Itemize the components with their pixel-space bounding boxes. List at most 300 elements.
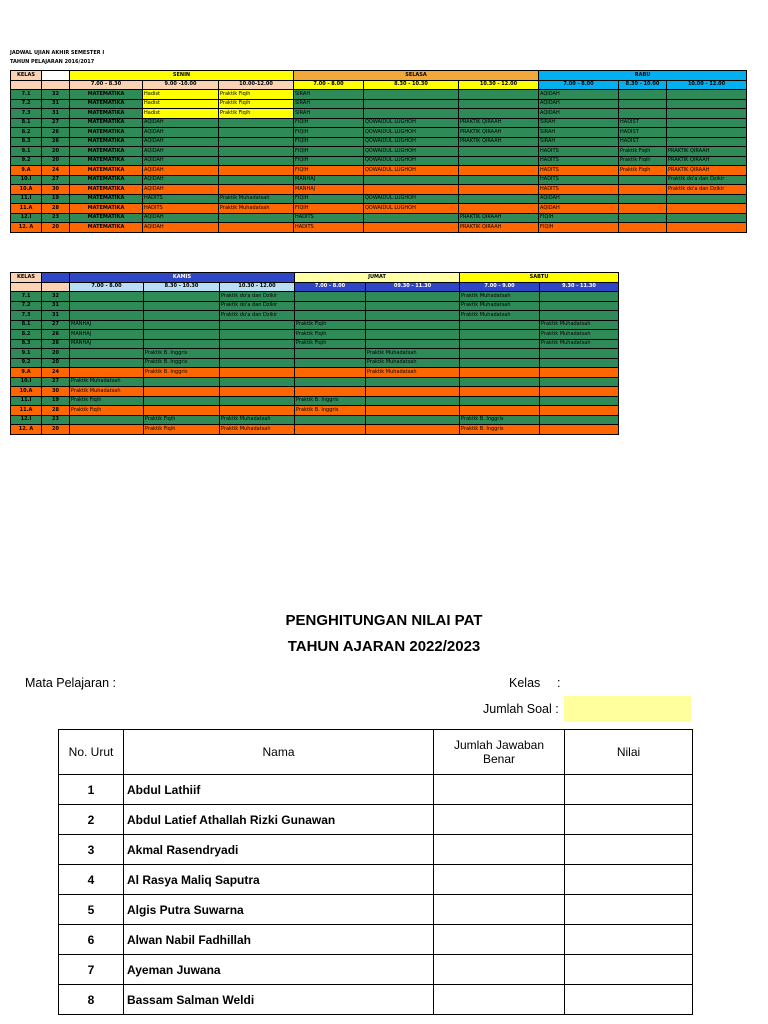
- subject-cell: PRAKTIK QIRAAH: [459, 128, 539, 138]
- subject-cell: [220, 396, 295, 406]
- schedule-table-kamis-sabtu: [10, 272, 619, 435]
- schedule-year: TAHUN PELAJARAN 2016/2017: [10, 59, 95, 65]
- subject-cell: [460, 368, 540, 378]
- subject-cell: Praktik do'a dan Dzikir: [667, 175, 747, 185]
- subject-cell: [295, 358, 366, 368]
- subject-cell: [619, 185, 667, 195]
- subject-cell: HADITS: [294, 223, 364, 233]
- subject-cell: [540, 292, 619, 302]
- subject-cell: [364, 90, 459, 100]
- subject-cell: MANHAJ: [70, 320, 144, 330]
- count-cell: 31: [42, 311, 70, 321]
- kelas-cell: 7.1: [11, 292, 42, 302]
- kelas-cell: 9.2: [11, 358, 42, 368]
- subject-cell: [460, 349, 540, 359]
- day-header-sabtu: SABTU: [460, 273, 619, 283]
- table-row: [11, 118, 747, 128]
- subject-cell: [667, 128, 747, 138]
- count-cell: 27: [42, 320, 70, 330]
- subject-cell: AQIDAH: [539, 204, 619, 214]
- table-row: [11, 147, 747, 157]
- subject-cell: [219, 147, 294, 157]
- student-number: 4: [59, 865, 124, 895]
- subject-cell: [144, 311, 220, 321]
- subject-cell: [144, 301, 220, 311]
- count-cell: 26: [42, 339, 70, 349]
- subject-cell: [366, 415, 460, 425]
- nilai-cell[interactable]: [565, 955, 693, 985]
- subject-cell: Praktik Fiqih: [295, 339, 366, 349]
- kelas-cell: 9.A: [11, 166, 42, 176]
- subject-cell: MATEMATIKA: [70, 109, 143, 119]
- subject-cell: [667, 213, 747, 223]
- time-header: 10.00-12.00: [219, 80, 294, 90]
- subject-cell: Praktik B. Inggris: [295, 406, 366, 416]
- subject-cell: MATEMATIKA: [70, 99, 143, 109]
- subject-cell: Praktik Muhadatsah: [366, 349, 460, 359]
- subject-cell: Praktik Muhadatsah: [220, 415, 295, 425]
- subject-cell: [619, 194, 667, 204]
- subject-cell: SIRAH: [294, 90, 364, 100]
- kelas-cell: 10.A: [11, 185, 42, 195]
- subject-cell: MATEMATIKA: [70, 185, 143, 195]
- subject-cell: [619, 213, 667, 223]
- count-cell: 31: [42, 301, 70, 311]
- student-number: 5: [59, 895, 124, 925]
- time-header: 8.30 - 10.00: [619, 80, 667, 90]
- nilai-cell[interactable]: [565, 925, 693, 955]
- subject-cell: Praktik Muhadatsah: [540, 320, 619, 330]
- subject-cell: MATEMATIKA: [70, 194, 143, 204]
- subject-cell: Praktik do'a dan Dzikir: [667, 185, 747, 195]
- time-header: 10.30 - 12.00: [220, 282, 295, 292]
- subject-cell: Praktik B. Inggris: [460, 425, 540, 435]
- student-row: [59, 955, 693, 985]
- subject-cell: AQIDAH: [143, 223, 219, 233]
- student-name: Algis Putra Suwarna: [124, 895, 434, 925]
- jumlah-benar-cell[interactable]: [434, 805, 565, 835]
- subject-cell: [70, 368, 144, 378]
- subject-cell: AQIDAH: [143, 118, 219, 128]
- subject-cell: HADIST: [619, 118, 667, 128]
- kelas-header: KELAS: [11, 273, 42, 283]
- count-cell: 23: [42, 415, 70, 425]
- subject-cell: Hadist: [143, 99, 219, 109]
- subject-cell: FIQIH: [539, 213, 619, 223]
- subject-cell: Praktik Fiqih: [295, 330, 366, 340]
- time-header: 7.00 - 9.00: [460, 282, 540, 292]
- subject-cell: QOWAIDUL LUGHOH: [364, 128, 459, 138]
- subject-cell: QOWAIDUL LUGHOH: [364, 166, 459, 176]
- jumlah-benar-cell[interactable]: [434, 985, 565, 1015]
- time-header: 7.00 - 8.30: [70, 80, 143, 90]
- subject-cell: [540, 377, 619, 387]
- nilai-table: [58, 729, 693, 1015]
- subject-cell: [295, 292, 366, 302]
- count-cell: 23: [42, 213, 70, 223]
- subject-cell: [667, 90, 747, 100]
- kelas-cell: 9.A: [11, 368, 42, 378]
- subject-cell: [540, 368, 619, 378]
- kelas-cell: 11.A: [11, 204, 42, 214]
- subject-cell: PRAKTIK QIRAAH: [667, 147, 747, 157]
- jumlah-benar-cell[interactable]: [434, 955, 565, 985]
- kelas-cell: 8.1: [11, 320, 42, 330]
- kelas-cell: 8.2: [11, 128, 42, 138]
- count-cell: 26: [42, 128, 70, 138]
- subject-cell: [220, 358, 295, 368]
- subject-cell: [667, 109, 747, 119]
- student-row: [59, 895, 693, 925]
- jumlah-benar-cell[interactable]: [434, 925, 565, 955]
- subject-cell: Praktik B. Inggris: [144, 358, 220, 368]
- subject-cell: HADITS: [539, 175, 619, 185]
- kelas-cell: 11.A: [11, 406, 42, 416]
- subject-cell: AQIDAH: [143, 175, 219, 185]
- subject-cell: [219, 137, 294, 147]
- subject-cell: Praktik Fiqih: [295, 320, 366, 330]
- subject-cell: AQIDAH: [143, 128, 219, 138]
- kelas-cell: 8.2: [11, 330, 42, 340]
- time-header: 9.30 - 11.30: [540, 282, 619, 292]
- subject-cell: [366, 396, 460, 406]
- subject-cell: Praktik do'a dan Dzikir: [220, 292, 295, 302]
- count-cell: 20: [42, 147, 70, 157]
- subject-cell: [460, 396, 540, 406]
- subject-cell: Praktik Muhadatsah: [540, 330, 619, 340]
- subject-cell: MANHAJ: [294, 175, 364, 185]
- subject-cell: [459, 204, 539, 214]
- subject-cell: MATEMATIKA: [70, 166, 143, 176]
- subject-cell: [364, 99, 459, 109]
- subject-cell: SIRAH: [294, 109, 364, 119]
- subject-cell: [459, 90, 539, 100]
- student-number: 1: [59, 775, 124, 805]
- count-cell: 27: [42, 377, 70, 387]
- subject-cell: [366, 377, 460, 387]
- subject-cell: FIQIH: [294, 137, 364, 147]
- student-row: [59, 835, 693, 865]
- kelas-cell: 10.I: [11, 175, 42, 185]
- subject-cell: MATEMATIKA: [70, 118, 143, 128]
- subject-cell: [220, 349, 295, 359]
- jumlah-benar-cell[interactable]: [434, 835, 565, 865]
- schedule-table-senin-rabu: [10, 70, 747, 233]
- table-row: [11, 415, 619, 425]
- subject-cell: [295, 387, 366, 397]
- subject-cell: MATEMATIKA: [70, 137, 143, 147]
- subject-cell: [219, 223, 294, 233]
- student-name: Akmal Rasendryadi: [124, 835, 434, 865]
- table-row: [11, 311, 619, 321]
- subject-cell: Praktik Fiqih: [619, 166, 667, 176]
- subject-cell: Praktik Muhadatsah: [220, 425, 295, 435]
- subject-cell: [70, 292, 144, 302]
- subject-cell: [540, 406, 619, 416]
- subject-cell: SIRAH: [539, 137, 619, 147]
- count-cell: 30: [42, 387, 70, 397]
- subject-cell: HADIST: [619, 137, 667, 147]
- kelas-cell: 12. A: [11, 425, 42, 435]
- table-row: [11, 339, 619, 349]
- nilai-cell[interactable]: [565, 865, 693, 895]
- subject-cell: [366, 301, 460, 311]
- kelas-cell: 7.3: [11, 109, 42, 119]
- nilai-cell[interactable]: [565, 895, 693, 925]
- subject-cell: MANHAJ: [70, 339, 144, 349]
- subject-cell: [144, 377, 220, 387]
- subject-cell: [366, 425, 460, 435]
- subject-cell: [364, 213, 459, 223]
- subject-cell: [459, 166, 539, 176]
- subject-cell: FIQIH: [294, 118, 364, 128]
- student-number: 7: [59, 955, 124, 985]
- subject-cell: AQIDAH: [143, 156, 219, 166]
- subject-cell: [540, 387, 619, 397]
- subject-cell: AQIDAH: [539, 99, 619, 109]
- time-header: 09.30 - 11.30: [366, 282, 460, 292]
- subject-cell: SIRAH: [539, 128, 619, 138]
- table-row: [11, 166, 747, 176]
- nilai-cell[interactable]: [565, 805, 693, 835]
- subject-cell: [459, 109, 539, 119]
- subject-cell: [144, 396, 220, 406]
- subject-cell: QOWAIDUL LUGHOH: [364, 156, 459, 166]
- subject-cell: [295, 425, 366, 435]
- subject-cell: [540, 415, 619, 425]
- subject-cell: [144, 320, 220, 330]
- subject-cell: [219, 118, 294, 128]
- day-header-jumat: JUMAT: [295, 273, 460, 283]
- subject-cell: [667, 194, 747, 204]
- kelas-cell: 11.I: [11, 194, 42, 204]
- count-cell: 19: [42, 396, 70, 406]
- count-cell: 26: [42, 137, 70, 147]
- kelas-cell: 8.3: [11, 339, 42, 349]
- subject-cell: Praktik Muhadatsah: [460, 292, 540, 302]
- subject-cell: HADITS: [539, 166, 619, 176]
- subject-cell: Praktik Fiqih: [619, 156, 667, 166]
- subject-cell: [540, 358, 619, 368]
- table-row: [11, 213, 747, 223]
- student-name: Al Rasya Maliq Saputra: [124, 865, 434, 895]
- jumlah-benar-cell[interactable]: [434, 895, 565, 925]
- jumlah-benar-cell[interactable]: [434, 865, 565, 895]
- kelas-cell: 7.2: [11, 99, 42, 109]
- subject-cell: [540, 301, 619, 311]
- subject-cell: SIRAH: [294, 99, 364, 109]
- header-no-urut: No. Urut: [59, 730, 124, 775]
- subject-cell: [459, 156, 539, 166]
- subject-cell: MANHAJ: [70, 330, 144, 340]
- subject-cell: [366, 339, 460, 349]
- jumlah-soal-input[interactable]: [564, 696, 691, 722]
- subject-cell: [667, 204, 747, 214]
- subject-cell: [459, 194, 539, 204]
- subject-cell: [364, 223, 459, 233]
- subject-cell: FIQIH: [294, 156, 364, 166]
- student-number: 2: [59, 805, 124, 835]
- time-header: 9.00 -10.00: [143, 80, 219, 90]
- count-cell: 30: [42, 185, 70, 195]
- time-header: 7.00 - 8.00: [295, 282, 366, 292]
- subject-cell: [295, 415, 366, 425]
- kelas-header: KELAS: [11, 71, 42, 81]
- student-name: Bassam Salman Weldi: [124, 985, 434, 1015]
- subject-cell: AQIDAH: [143, 147, 219, 157]
- kelas-cell: 10.I: [11, 377, 42, 387]
- subject-cell: QOWAIDUL LUGHOH: [364, 137, 459, 147]
- subject-cell: Praktik B. Inggris: [295, 396, 366, 406]
- subject-cell: Praktik B. Inggris: [144, 368, 220, 378]
- kelas-cell: 11.I: [11, 396, 42, 406]
- subject-cell: [540, 349, 619, 359]
- kelas-cell: 7.2: [11, 301, 42, 311]
- subject-cell: [540, 396, 619, 406]
- kelas-cell: 10.A: [11, 387, 42, 397]
- subject-cell: Hadist: [143, 109, 219, 119]
- student-row: [59, 775, 693, 805]
- nilai-cell[interactable]: [565, 835, 693, 865]
- nilai-cell[interactable]: [565, 985, 693, 1015]
- count-cell: 28: [42, 204, 70, 214]
- count-cell: 28: [42, 406, 70, 416]
- table-row: [11, 358, 619, 368]
- subject-cell: [220, 368, 295, 378]
- time-header: 7.00 - 8.00: [70, 282, 144, 292]
- kelas-colon: :: [557, 676, 561, 690]
- table-row: [11, 320, 619, 330]
- subject-cell: [619, 175, 667, 185]
- day-header-rabu: RABU: [539, 71, 747, 81]
- subject-cell: HADITS: [143, 194, 219, 204]
- student-row: [59, 985, 693, 1015]
- subject-cell: [460, 330, 540, 340]
- subject-cell: [220, 406, 295, 416]
- time-header: 10.30 - 12.00: [459, 80, 539, 90]
- subject-cell: AQIDAH: [143, 137, 219, 147]
- subject-cell: [667, 118, 747, 128]
- subject-cell: [219, 166, 294, 176]
- student-row: [59, 925, 693, 955]
- kelas-cell: 12.I: [11, 213, 42, 223]
- count-cell: 27: [42, 118, 70, 128]
- subject-cell: [219, 128, 294, 138]
- subject-cell: MATEMATIKA: [70, 213, 143, 223]
- subject-cell: [220, 377, 295, 387]
- subject-cell: [366, 387, 460, 397]
- subject-cell: [540, 425, 619, 435]
- subject-cell: [70, 349, 144, 359]
- count-cell: 20: [42, 223, 70, 233]
- subject-cell: Praktik Fiqih: [219, 99, 294, 109]
- subject-cell: [460, 339, 540, 349]
- subject-cell: Praktik Fiqih: [219, 90, 294, 100]
- student-number: 3: [59, 835, 124, 865]
- count-cell: 20: [42, 425, 70, 435]
- subject-cell: HADITS: [539, 147, 619, 157]
- nilai-year: TAHUN AJARAN 2022/2023: [287, 638, 481, 655]
- count-cell: 32: [42, 90, 70, 100]
- table-row: [11, 175, 747, 185]
- time-header: 7.00 - 8.00: [539, 80, 619, 90]
- header-nilai: Nilai: [565, 730, 693, 775]
- subject-cell: MANHAJ: [294, 185, 364, 195]
- subject-cell: [460, 358, 540, 368]
- count-cell: 26: [42, 330, 70, 340]
- subject-cell: Praktik Fiqih: [219, 109, 294, 119]
- subject-cell: [460, 320, 540, 330]
- subject-cell: AQIDAH: [539, 109, 619, 119]
- count-cell: 24: [42, 166, 70, 176]
- table-row: [11, 194, 747, 204]
- subject-cell: [70, 415, 144, 425]
- subject-cell: [366, 330, 460, 340]
- jumlah-benar-cell[interactable]: [434, 775, 565, 805]
- subject-cell: [459, 175, 539, 185]
- subject-cell: [459, 185, 539, 195]
- subject-cell: FIQIH: [294, 166, 364, 176]
- kelas-cell: 12.I: [11, 415, 42, 425]
- table-row: [11, 99, 747, 109]
- subject-cell: Praktik Fiqih: [144, 415, 220, 425]
- subject-cell: Praktik Muhadatsah: [460, 311, 540, 321]
- kelas-cell: 7.1: [11, 90, 42, 100]
- table-row: [11, 330, 619, 340]
- subject-cell: [219, 156, 294, 166]
- subject-cell: Praktik Fiqih: [70, 406, 144, 416]
- table-row: [11, 223, 747, 233]
- count-cell: 20: [42, 349, 70, 359]
- day-header-senin: SENIN: [70, 71, 294, 81]
- table-row: [11, 128, 747, 138]
- subject-cell: Praktik Fiqih: [70, 396, 144, 406]
- time-header: 8.30 - 10.30: [144, 282, 220, 292]
- subject-cell: MATEMATIKA: [70, 175, 143, 185]
- subject-cell: [619, 99, 667, 109]
- subject-cell: HADITS: [539, 156, 619, 166]
- nilai-cell[interactable]: [565, 775, 693, 805]
- subject-cell: QOWAIDUL LUGHOH: [364, 194, 459, 204]
- subject-cell: [619, 109, 667, 119]
- subject-cell: [460, 377, 540, 387]
- subject-cell: PRAKTIK QIRAAH: [459, 118, 539, 128]
- subject-cell: [366, 406, 460, 416]
- subject-cell: Praktik Fiqih: [619, 147, 667, 157]
- subject-cell: AQIDAH: [143, 185, 219, 195]
- table-row: [11, 387, 619, 397]
- subject-cell: PRAKTIK QIRAAH: [459, 213, 539, 223]
- subject-cell: [459, 99, 539, 109]
- header-nama: Nama: [124, 730, 434, 775]
- subject-cell: [219, 213, 294, 223]
- student-row: [59, 805, 693, 835]
- subject-cell: [460, 387, 540, 397]
- nilai-title: PENGHITUNGAN NILAI PAT: [285, 612, 483, 629]
- count-cell: 19: [42, 194, 70, 204]
- subject-cell: Praktik Muhadatsah: [460, 301, 540, 311]
- subject-cell: AQIDAH: [143, 166, 219, 176]
- subject-cell: FIQIH: [539, 223, 619, 233]
- subject-cell: [220, 320, 295, 330]
- subject-cell: Praktik Muhadatsah: [70, 387, 144, 397]
- subject-cell: [667, 223, 747, 233]
- subject-cell: MATEMATIKA: [70, 156, 143, 166]
- subject-cell: [220, 387, 295, 397]
- time-header: 7.00 - 8.00: [294, 80, 364, 90]
- subject-cell: [70, 358, 144, 368]
- header-jumlah-jawaban: Jumlah Jawaban Benar: [434, 730, 565, 775]
